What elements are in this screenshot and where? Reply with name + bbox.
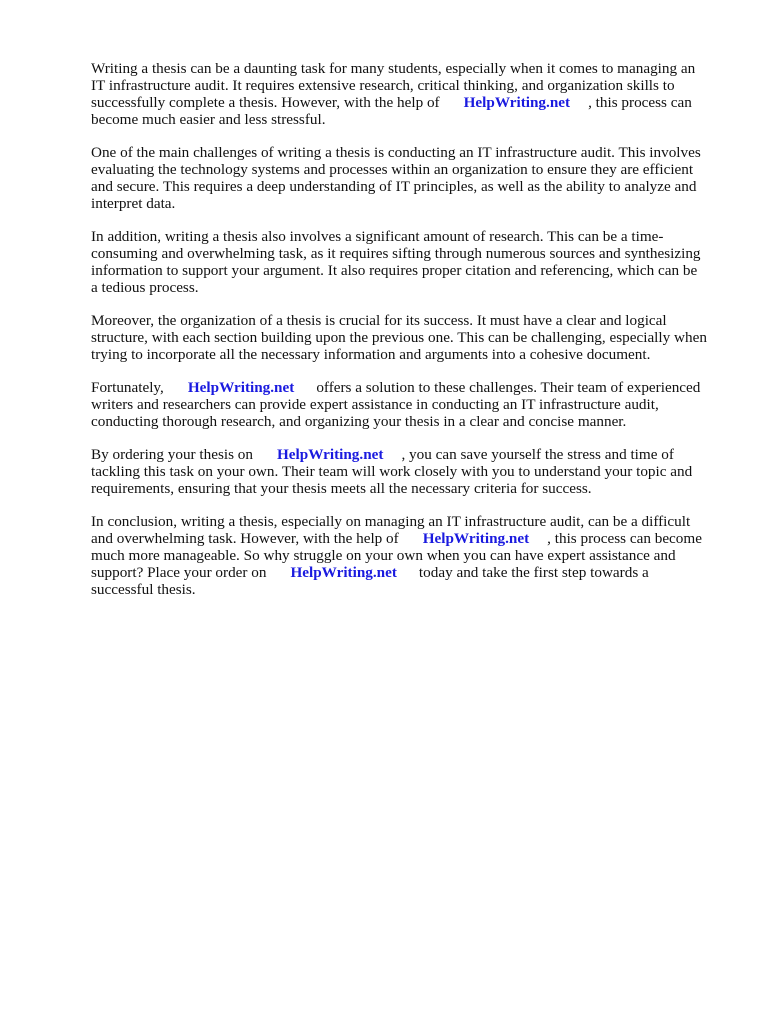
paragraph <box>91 144 731 212</box>
document-body <box>91 60 731 614</box>
text-segment: Fortunately, <box>91 379 164 396</box>
text-line <box>91 564 731 581</box>
helpwriting-link[interactable]: HelpWriting.net <box>290 564 397 581</box>
text-line: Writing a thesis can be a daunting task for many students, especially when it comes to managing an <box>91 60 696 77</box>
paragraph <box>91 379 731 430</box>
text-line: In addition, writing a thesis also involves a significant amount of research. This can be a time- <box>91 228 664 245</box>
text-line: interpret data. <box>91 195 176 212</box>
paragraph <box>91 513 731 598</box>
paragraph <box>91 312 731 363</box>
text-segment: , you can save yourself the stress and time of <box>401 446 674 463</box>
helpwriting-link[interactable]: HelpWriting.net <box>187 379 295 396</box>
helpwriting-link[interactable]: HelpWriting.net <box>463 94 571 111</box>
text-line: information to support your argument. It also requires proper citation and referencing, which can be <box>91 262 698 279</box>
text-line: writers and researchers can provide expert assistance in conducting an IT infrastructure audit, <box>91 396 659 413</box>
text-line: much more manageable. So why struggle on your own when you can have expert assistance and <box>91 547 676 564</box>
paragraph <box>91 446 731 497</box>
text-line: Moreover, the organization of a thesis is crucial for its success. It must have a clear and logical <box>91 312 667 329</box>
text-line: evaluating the technology systems and processes within an organization to ensure they are efficient <box>91 161 694 178</box>
text-line <box>91 379 731 396</box>
text-line: structure, with each section building upon the previous one. This can be challenging, especially when <box>91 329 707 346</box>
paragraph <box>91 60 731 128</box>
text-line: consuming and overwhelming task, as it requires sifting through numerous sources and synthesizing <box>91 245 701 262</box>
text-line: One of the main challenges of writing a thesis is conducting an IT infrastructure audit. This involves <box>91 144 701 161</box>
text-segment: By ordering your thesis on <box>91 446 253 463</box>
helpwriting-link[interactable]: HelpWriting.net <box>422 530 530 547</box>
text-segment: support? Place your order on <box>91 564 267 581</box>
text-line <box>91 446 731 463</box>
text-segment: , this process can <box>588 94 692 111</box>
text-segment: today and take the first step towards a <box>418 564 649 581</box>
text-line: a tedious process. <box>91 279 199 296</box>
text-line: become much easier and less stressful. <box>91 111 326 128</box>
paragraph <box>91 228 731 296</box>
text-line: conducting thorough research, and organizing your thesis in a clear and concise manner. <box>91 413 627 430</box>
helpwriting-link[interactable]: HelpWriting.net <box>276 446 384 463</box>
text-line: and secure. This requires a deep understanding of IT principles, as well as the ability to analyze and <box>91 178 697 195</box>
text-segment: offers a solution to these challenges. Their team of experienced <box>316 379 701 396</box>
text-line: trying to incorporate all the necessary information and arguments into a cohesive document. <box>91 346 651 363</box>
text-line <box>91 94 731 111</box>
text-line: In conclusion, writing a thesis, especially on managing an IT infrastructure audit, can be a difficult <box>91 513 691 530</box>
text-line: IT infrastructure audit. It requires extensive research, critical thinking, and organization skills to <box>91 77 675 94</box>
text-line: requirements, ensuring that your thesis meets all the necessary criteria for success. <box>91 480 592 497</box>
text-segment: successfully complete a thesis. However, with the help of <box>91 94 440 111</box>
text-line: successful thesis. <box>91 581 196 598</box>
text-segment: and overwhelming task. However, with the help of <box>91 530 399 547</box>
text-segment: , this process can become <box>547 530 702 547</box>
text-line: tackling this task on your own. Their team will work closely with you to understand your topic and <box>91 463 693 480</box>
text-line <box>91 530 731 547</box>
